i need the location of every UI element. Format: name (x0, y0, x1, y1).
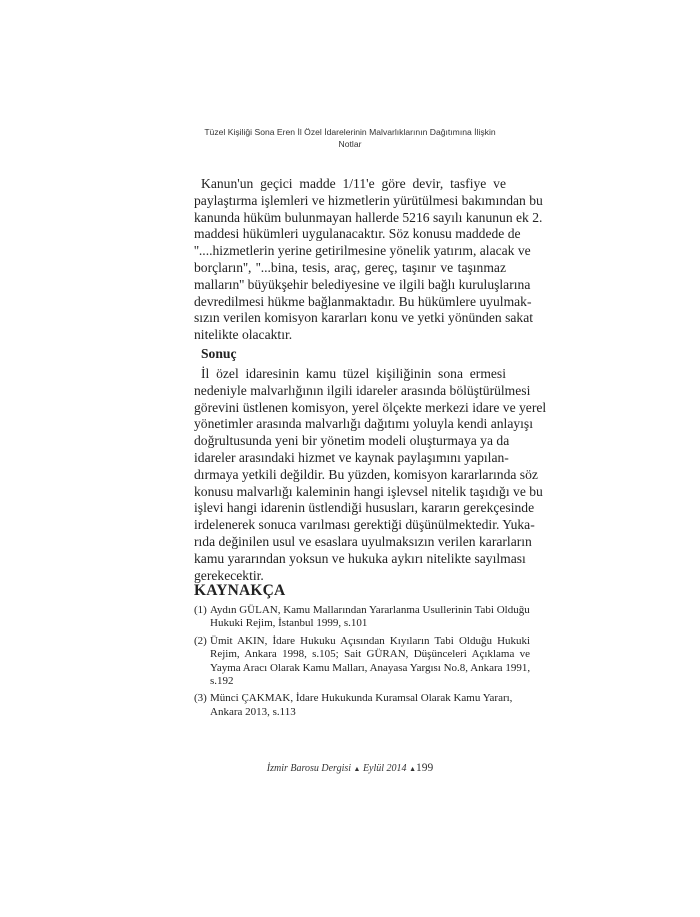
text-line: Yayma Aracı Olarak Kamu Malları, Anayasa Yargısı No.8, Ankara 1991, (210, 661, 531, 674)
page-footer (0, 762, 700, 774)
text-line: konusu malvarlığı kaleminin hangi işlevsel nitelik taşıdığı ve bu (194, 483, 543, 499)
text-line: paylaştırma işlemleri ve hizmetlerin yürütülmesi bakımından bu (194, 192, 543, 208)
text-line: doğrultusunda yeni bir yönetim modeli oluşturmaya ya da (194, 433, 510, 449)
text-line: malların'' büyükşehir belediyesine ve ilgili bağlı kuruluşlarına (194, 276, 531, 292)
footer-date: Eylül 2014 (362, 763, 407, 774)
text-line: kanunda hüküm bulunmayan hallerde 5216 sayılı kanunun ek 2. (194, 209, 543, 225)
reference-item (194, 604, 530, 631)
text-line: İl özel idaresinin kamu tüzel kişiliğinin sona ermesi (201, 366, 506, 381)
text-line: Rejim, Ankara 1998, s.105; Sait GÜRAN, Düşünceleri Açıklama ve (210, 648, 531, 661)
text-line: dırmaya yetkili değildir. Bu yüzden, komisyon kararlarında söz (194, 466, 538, 482)
reference-number: (3) (194, 692, 207, 705)
text-line: yönetimler arasında malvarlığı dağıtımı yoluyla kendi anlayışı (194, 416, 534, 432)
text-line: Aydın GÜLAN, Kamu Mallarından Yararlanma Usullerinin Tabi Olduğu (210, 604, 530, 616)
text-line: devredilmesi hükme bağlanmaktadır. Bu hükümlere uyulmak- (194, 293, 532, 309)
reference-text (210, 635, 530, 689)
text-line: sızın verilen komisyon kararları konu ve yetki yönünden sakat (194, 310, 534, 326)
running-header (180, 126, 520, 150)
text-line: idareler arasındaki hizmet ve kaynak paylaşımını yapılan- (194, 449, 509, 465)
paragraph-1 (194, 176, 543, 344)
text-line: maddesi hükümleri uygulanacaktır. Söz konusu maddede de (194, 226, 521, 242)
text-line: görevini üstlenen komisyon, yerel ölçekte merkezi idare ve yerel (194, 399, 547, 415)
text-line: işlevi hangi idarenin üstlendiği hususları, kararın gerekçesinde (194, 500, 535, 516)
text-line: Münci ÇAKMAK, İdare Hukukunda Kuramsal Olarak Kamu Yararı, (210, 692, 513, 705)
reference-number: (2) (194, 634, 207, 647)
section-heading-kaynakca: KAYNAKÇA (194, 582, 286, 599)
text-line: kamu yararından yoksun ve hukuka aykırı nitelikte sayılması (194, 550, 526, 566)
separator-icon: ▲ (353, 765, 361, 773)
running-header-line1: Tüzel Kişiliği Sona Eren İl Özel İdarelerinin Malvarlıklarının Dağıtımına İlişkin (204, 127, 496, 137)
reference-list (194, 604, 531, 723)
text-line: borçların'', ''...bina, tesis, araç, gereç, taşınır ve taşınmaz (194, 259, 506, 275)
text-line: rıda değinilen usul ve esaslara uyulmaksızın verilen kararların (194, 533, 532, 549)
page-number: 199 (416, 762, 434, 774)
reference-text (210, 692, 512, 719)
paragraph-2 (194, 366, 547, 584)
text-line: nedeniyle malvarlığının ilgili idareler arasında bölüştürülmesi (194, 382, 531, 398)
footer-journal: İzmir Barosu Dergisi (266, 763, 352, 774)
separator-icon: ▲ (409, 765, 416, 773)
text-line: gerekecektir. (194, 567, 264, 583)
text-line: irdelenerek sonuca varılması gerektiği düşünülmektedir. Yuka- (194, 517, 535, 533)
reference-item (194, 692, 513, 719)
reference-number: (1) (194, 604, 207, 616)
text-line: Hukuki Rejim, İstanbul 1999, s.101 (210, 617, 368, 630)
text-line: Ankara 2013, s.113 (210, 705, 296, 718)
reference-text (210, 604, 530, 631)
running-header-line2: Notlar (338, 139, 362, 149)
section-heading-sonuc: Sonuç (201, 346, 237, 361)
text-line: Kanun'un geçici madde 1/11'e göre devir, tasfiye ve (201, 176, 506, 191)
text-line: nitelikte olacaktır. (194, 327, 293, 343)
text-line: s.192 (210, 675, 234, 688)
text-line: Ümit AKIN, İdare Hukuku Açısından Kıyıların Tabi Olduğu Hukuki (210, 634, 531, 647)
reference-item (194, 634, 531, 689)
text-line: ''....hizmetlerin yerine getirilmesine yönelik yatırım, alacak ve (194, 243, 531, 259)
